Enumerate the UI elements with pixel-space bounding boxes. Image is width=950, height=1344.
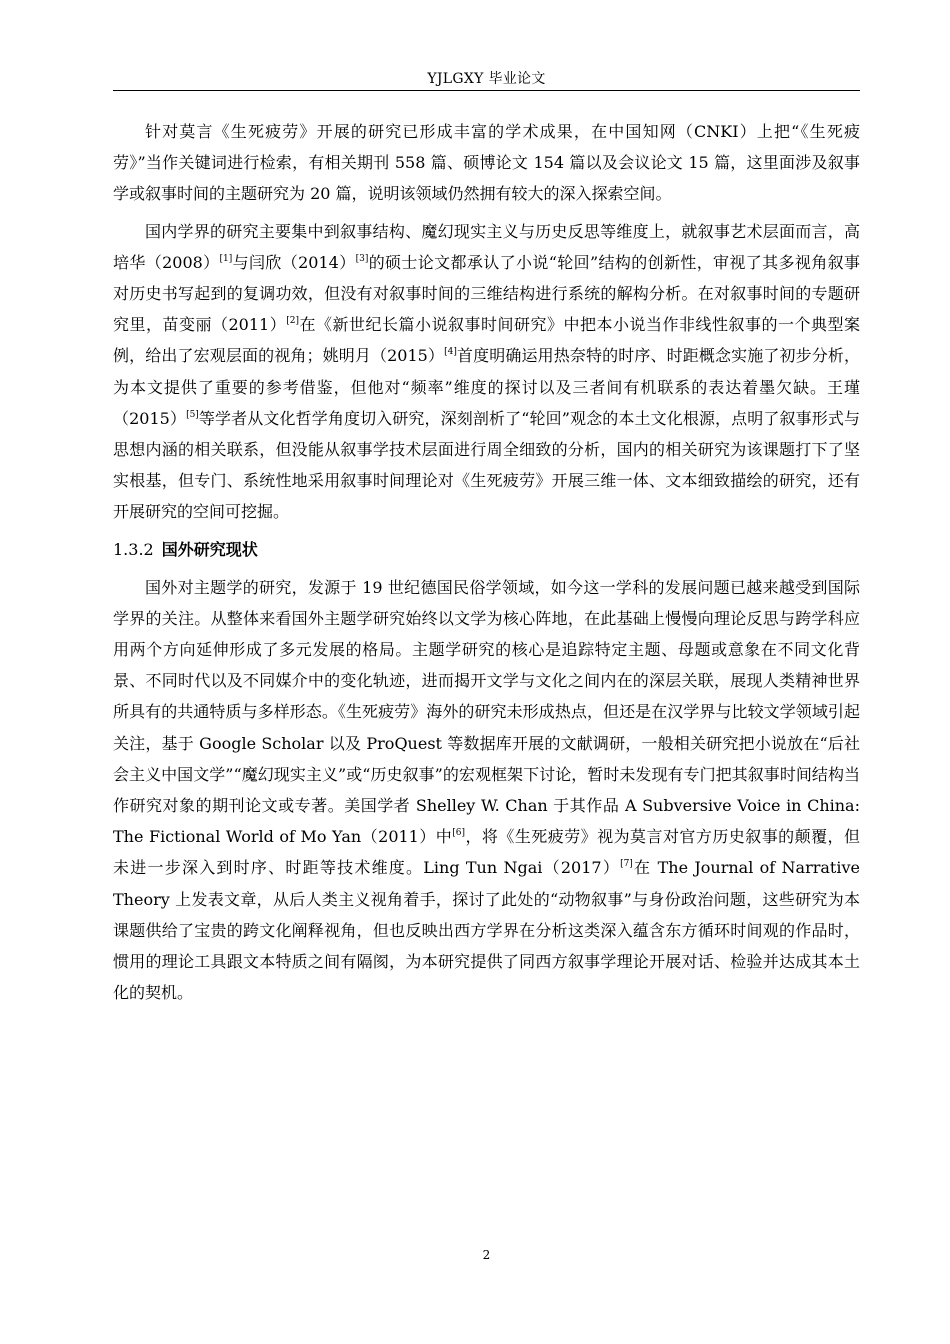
text-span: ，将《生死疲劳》视为莫言对官方历史叙事的颠覆，但未进一步深入到时序、时距等技术维度。Ling Tun Ngai（2017）: [113, 827, 860, 878]
text-span: 首度明确运用热奈特的时序、时距概念实施了初步分析，为本文提供了重要的参考借鉴，但他对“频率”维度的探讨以及三者间有机联系的表达着墨欠缺。王瑾（2015）: [113, 346, 860, 428]
citation-ref: [1]: [219, 253, 233, 264]
page-number: 2: [482, 1248, 491, 1262]
text-span: 与闫欣（2014）: [232, 252, 356, 272]
section-heading: [113, 538, 860, 562]
text-span: 国内学界的研究主要集中到叙事结构、魔幻现实主义与历史反思等维度上，就叙事艺术层面而言，高培华（2008）: [113, 221, 860, 272]
citation-ref: [4]: [444, 347, 457, 358]
citation-ref: [3]: [355, 253, 369, 264]
page-header: YJLGXY 毕业论文: [427, 71, 546, 87]
text-span: 国外对主题学的研究，发源于 19 世纪德国民俗学领域，如今这一学科的发展问题已越来越受到国际学界的关注。从整体来看国外主题学研究始终以文学为核心阵地，在此基础上慢慢向理论反思与跨学科应用两个方向延伸形成了多元发展的格局。主题学研究的核心是追踪特定主题、母题或意象在不同文化背景、不同时代以及不同媒介中的变化轨迹，进而揭开文学与文化之间内在的深层关联，展现人类精神世界所具有的共通特质与多样形态。《生死疲劳》海外的研究未形成热点，但还是在汉学界与比较文学领域引起关注，基于 Google Scholar 以及 ProQuest 等数据库开展的文献调研，一般相关研究把小说放在“后社会主义中国文学”“魔幻现实主义”或“历史叙事”的宏观框架下讨论，暂时未发现有专门把其叙事时间结构当作研究对象的期刊论文或专著。美国学者 Shelley W. Chan 于其作品 A Subversive Voice in China: The Fictional World of Mo Yan（2011）中: [113, 577, 860, 847]
text-span: 等学者从文化哲学角度切入研究，深刻剖析了“轮回”观念的本土文化根源，点明了叙事形式与思想内涵的相关联系，但没能从叙事学技术层面进行周全细致的分析，国内的相关研究为该课题打下了坚实根基，但专门、系统性地采用叙事时间理论对《生死疲劳》开展三维一体、文本细致描绘的研究，还有开展研究的空间可挖掘。: [113, 408, 860, 522]
section-number: 1.3.2: [113, 539, 154, 559]
citation-ref: [7]: [620, 859, 633, 870]
citation-ref: [6]: [452, 828, 465, 839]
section-title: 国外研究现状: [161, 539, 258, 559]
header-rule: [113, 90, 860, 91]
text-span: 的硕士论文都承认了小说“轮回”结构的创新性，审视了其多视角叙事对历史书写起到的复调功效，但没有对叙事时间的三维结构进行系统的解构分析。在对叙事时间的专题研究里，苗变丽（2011）: [113, 252, 860, 335]
text-span: 在 The Journal of Narrative Theory 上发表文章，从后人类主义视角着手，探讨了此处的“动物叙事”与身份政治问题，这些研究为本课题供给了宝贵的跨文化阐释视角，但也反映出西方学界在分析这类深入蕴含东方循环时间观的作品时，惯用的理论工具跟文本特质之间有隔阂，为本研究提供了同西方叙事学理论开展对话、检验并达成其本土化的契机。: [113, 858, 860, 1003]
citation-ref: [2]: [286, 316, 299, 327]
paragraph-cnki-overview: 针对莫言《生死疲劳》开展的研究已形成丰富的学术成果，在中国知网（CNKI）上把“《生死疲劳》”当作关键词进行检索，有相关期刊 558 篇、硕博论文 154 篇以及会议论文 15 篇，这里面涉及叙事学或叙事时间的主题研究为 20 篇，说明该领域仍然拥有较大的深入探索空间。: [113, 122, 860, 204]
paragraph-domestic-research: [113, 216, 860, 528]
citation-ref: [5]: [186, 409, 199, 420]
document-body: [113, 116, 860, 1008]
text-span: 在《新世纪长篇小说叙事时间研究》中把本小说当作非线性叙事的一个典型案例，给出了宏观层面的视角；姚明月（2015）: [113, 315, 860, 366]
paragraph-foreign-research: [113, 572, 860, 1009]
